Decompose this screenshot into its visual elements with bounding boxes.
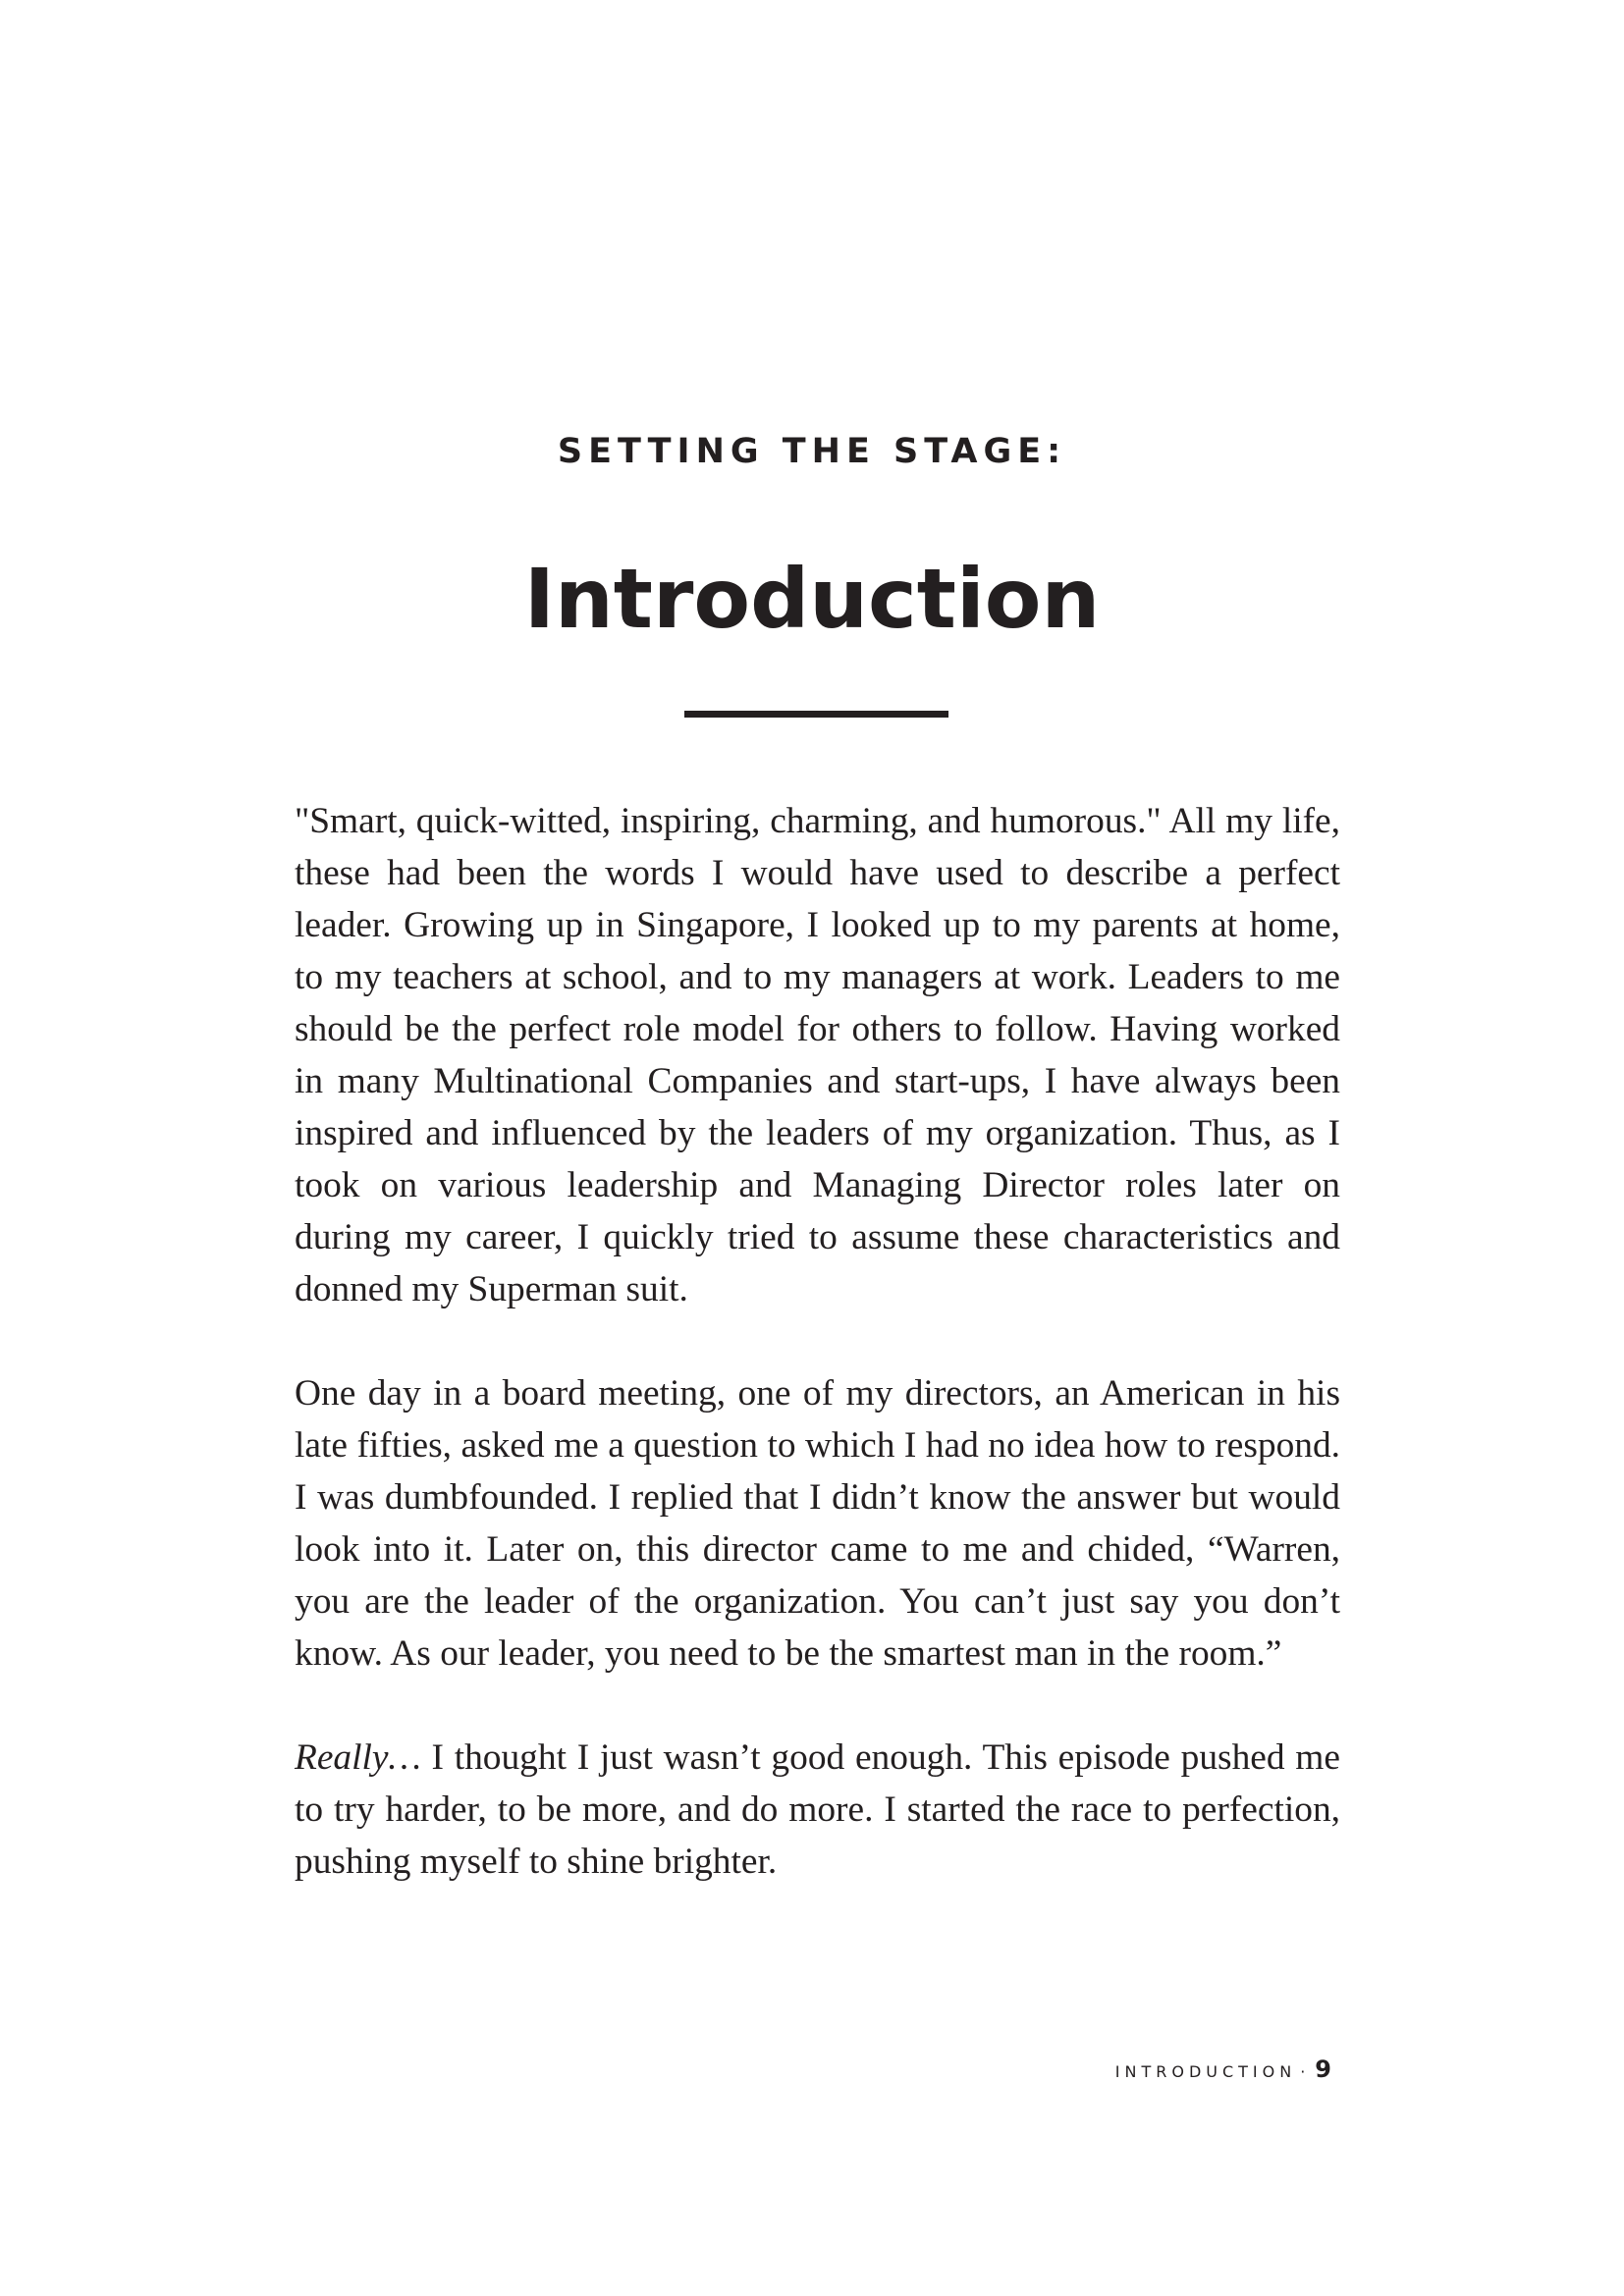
running-footer	[1115, 2055, 1331, 2087]
paragraph-3-italic: Really…	[295, 1737, 421, 1778]
paragraph-3-text: I thought I just wasn’t good enough. This episode pushed me to try harder, to be more, and do more. I started the race to perfection, pushing myself to shine brighter.	[295, 1737, 1340, 1882]
chapter-kicker: SETTING THE STAGE:	[557, 432, 1067, 471]
page-number: 9	[1315, 2056, 1331, 2083]
chapter-title: Introduction	[523, 551, 1101, 647]
footer-separator: ·	[1300, 2062, 1306, 2081]
title-divider	[684, 711, 948, 718]
paragraph-1: "Smart, quick-witted, inspiring, charming, and humorous." All my life, these had been the words I would have used to describe a perfect leader. Growing up in Singapore, I looked up to my parents at home, to my teachers at school, and to my managers at work. Leaders to me should be the perfect role model for others to follow. Having worked in many Multinational Companies and start-ups, I have always been inspired and influenced by the leaders of my organization. Thus, as I took on various leadership and Managing Director roles later on during my career, I quickly tried to assume these characteristics and donned my Superman suit.	[295, 801, 1340, 1309]
paragraph-3	[295, 1732, 1340, 1888]
paragraph-2: One day in a board meeting, one of my directors, an American in his late fifties, asked me a question to which I had no idea how to respond. I was dumbfounded. I replied that I didn’t know the answer but would look into it. Later on, this director came to me and chided, “Warren, you are the leader of the organization. You can’t just say you don’t know. As our leader, you need to be the smartest man in the room.”	[295, 1373, 1340, 1674]
body-text	[295, 795, 1340, 1888]
footer-section-title: INTRODUCTION	[1114, 2062, 1297, 2081]
